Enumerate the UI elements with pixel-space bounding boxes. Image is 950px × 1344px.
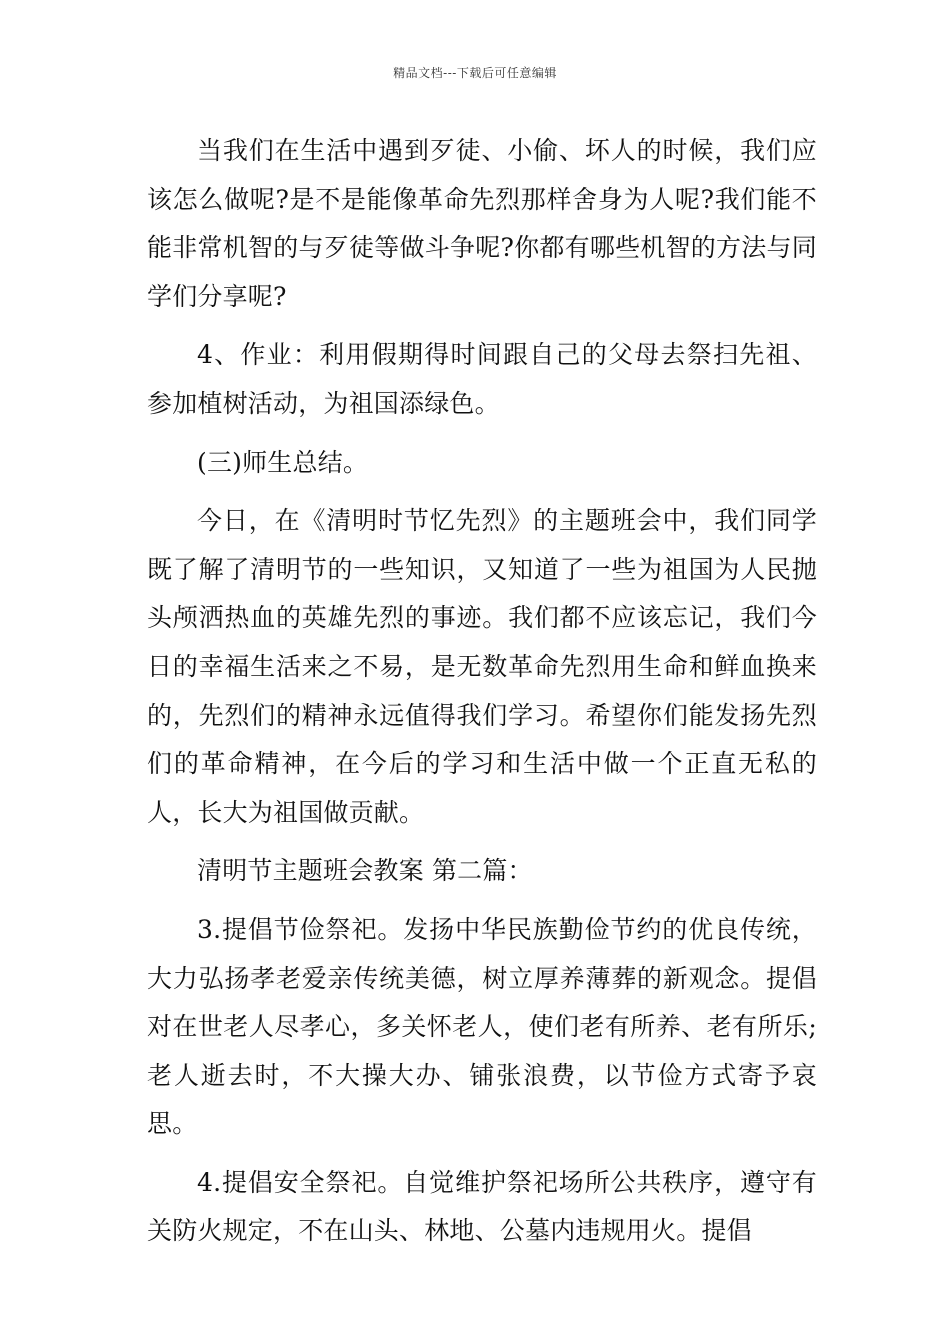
paragraph-3: (三)师生总结。 [197, 447, 369, 477]
section-heading-second: 清明节主题班会教案 第二篇： [197, 856, 533, 886]
paragraph-1: 当我们在生活中遇到歹徒、小偷、坏人的时候，我们应该怎么做呢?是不是能像革命先烈那样舍身为人呢?我们能不能非常机智的与歹徒等做斗争呢?你都有哪些机智的方法与同学们分享呢? [147, 136, 817, 311]
paragraph-4: 今日，在《清明时节忆先烈》的主题班会中，我们同学既了解了清明节的一些知识，又知道了一些为祖国为人民抛头颅洒热血的英雄先烈的事迹。我们都不应该忘记，我们今日的幸福生活来之不易，是无数革命先烈用生命和鲜血换来的，先烈们的精神永远值得我们学习。希望你们能发扬先烈们的革命精神，在今后的学习和生活中做一个正直无私的人，长大为祖国做贡献。 [147, 506, 817, 827]
document-body [147, 127, 817, 1266]
page-header: 精品文档---下载后可任意编辑 [393, 66, 557, 80]
paragraph-6: 3.提倡节俭祭祀。发扬中华民族勤俭节约的优良传统，大力弘扬孝老爱亲传统美德，树立厚养薄葬的新观念。提倡对在世老人尽孝心，多关怀老人，使们老有所养、老有所乐;老人逝去时，不大操大办、铺张浪费，以节俭方式寄予哀思。 [147, 914, 817, 1139]
paragraph-7: 4.提倡安全祭祀。自觉维护祭祀场所公共秩序，遵守有关防火规定，不在山头、林地、公墓内违规用火。提倡 [147, 1167, 817, 1246]
paragraph-2: 4、作业：利用假期得时间跟自己的父母去祭扫先祖、参加植树活动，为祖国添绿色。 [147, 340, 817, 418]
